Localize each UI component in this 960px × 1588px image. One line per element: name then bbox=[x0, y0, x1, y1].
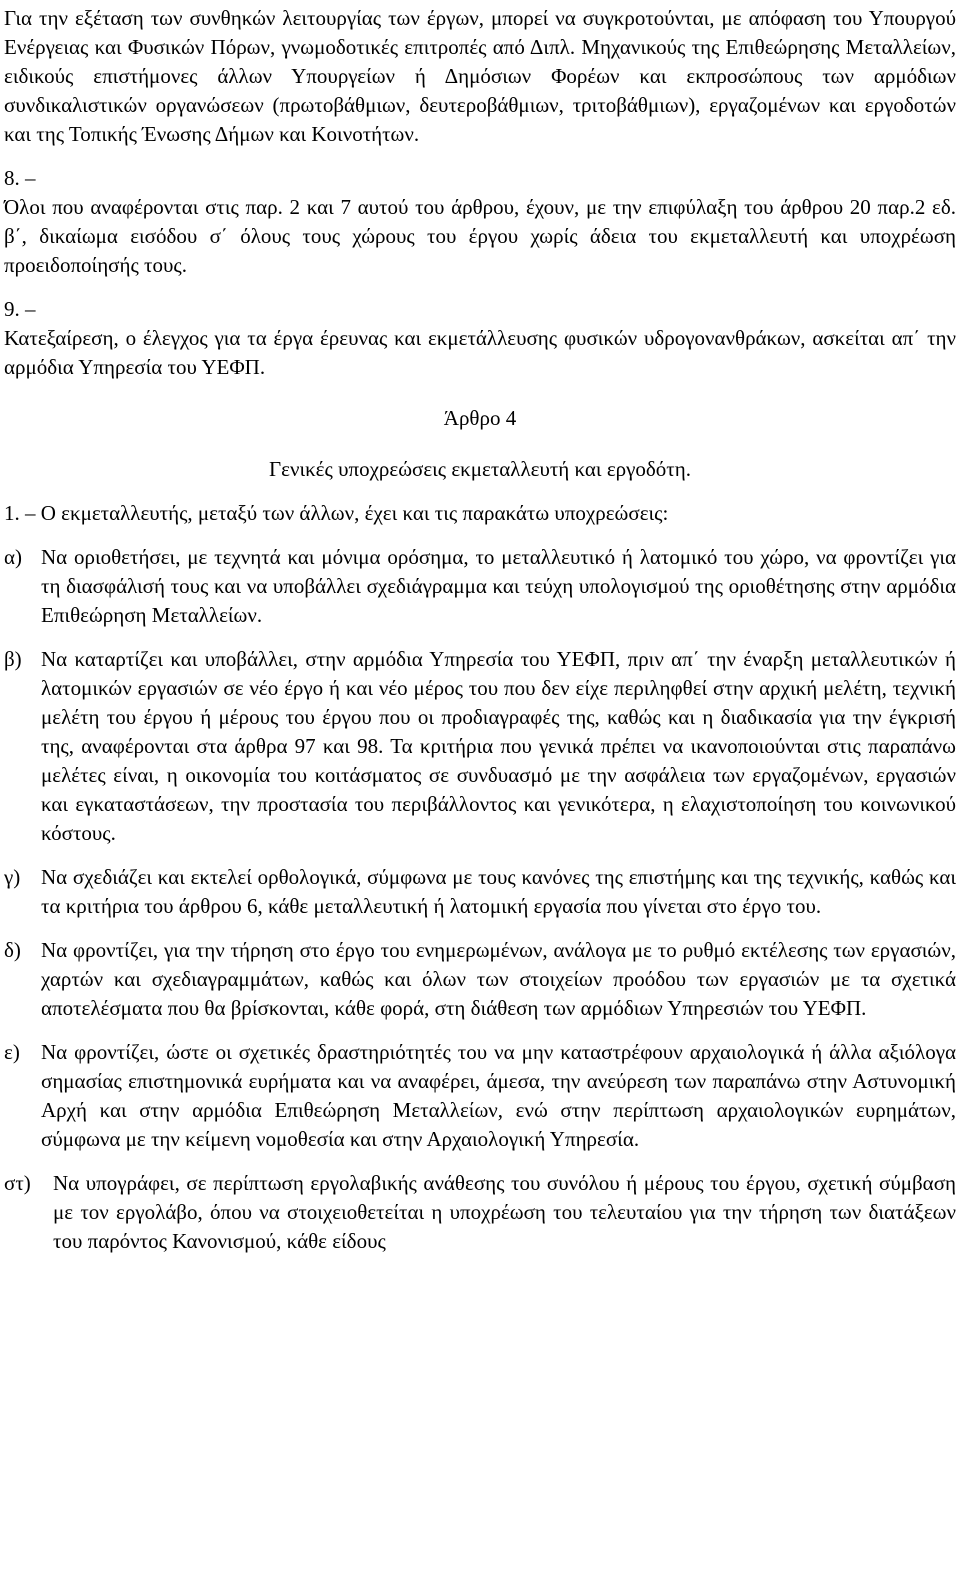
item-delta bbox=[4, 936, 956, 1023]
item-marker: γ) bbox=[4, 865, 21, 889]
item-beta bbox=[4, 645, 956, 848]
item-epsilon bbox=[4, 1038, 956, 1154]
article-subtitle: Γενικές υποχρεώσεις εκμεταλλευτή και εργοδότη. bbox=[269, 457, 691, 481]
item-marker: β) bbox=[4, 647, 22, 671]
paragraph-1: 1. – Ο εκμεταλλευτής, μεταξύ των άλλων, έχει και τις παρακάτω υποχρεώσεις: bbox=[4, 501, 669, 525]
item-marker: στ) bbox=[4, 1171, 31, 1195]
item-gamma bbox=[4, 863, 956, 921]
paragraph-9-text: Κατεξαίρεση, ο έλεγχος για τα έργα έρευνας και εκμετάλλευσης φυσικών υδρογονανθράκων, ασκείται απ΄ την αρμόδια Υπηρεσία του ΥΕΦΠ. bbox=[4, 326, 956, 379]
item-alpha bbox=[4, 543, 956, 630]
item-text: Να φροντίζει, ώστε οι σχετικές δραστηριότητές του να μην καταστρέφουν αρχαιολογικά ή άλλα αξιόλογα σημασίας επιστημονικά ευρήματα και να αναφέρει, άμεσα, την ανεύρεση των παραπάνω στην Αστυνομική Αρχή και στην αρμόδια Επιθεώρηση Μεταλλείων, ενώ στην περίπτωση αρχαιολογικών ευρημάτων, σύμφωνα με την κείμενη νομοθεσία και στην Αρχαιολογική Υπηρεσία. bbox=[41, 1040, 956, 1151]
item-text: Να φροντίζει, για την τήρηση στο έργο του ενημερωμένων, ανάλογα με το ρυθμό εκτέλεσης των εργασιών, χαρτών και σχεδιαγραμμάτων, καθώς και όλων των στοιχείων προόδου των εργασιών με τα σχετικά αποτελέσματα που θα βρίσκονται, κάθε φορά, στη διάθεση των αρμόδιων Υπηρεσιών του ΥΕΦΠ. bbox=[41, 938, 956, 1020]
intro-paragraph: Για την εξέταση των συνθηκών λειτουργίας των έργων, μπορεί να συγκροτούνται, με απόφαση του Υπουργού Ενέργειας και Φυσικών Πόρων, γνωμοδοτικές επιτροπές από Διπλ. Μηχανικούς της Επιθεώρησης Μεταλλείων, ειδικούς επιστήμονες άλλων Υπουργείων ή Δημόσιων Φορέων και εκπροσώπους των αρμόδιων συνδικαλιστικών οργανώσεων (πρωτοβάθμιων, δευτεροβάθμιων, τριτοβάθμιων), εργαζομένων και εργοδοτών και της Τοπικής Ένωσης Δήμων και Κοινοτήτων. bbox=[4, 6, 956, 146]
item-text: Να σχεδιάζει και εκτελεί ορθολογικά, σύμφωνα με τους κανόνες της επιστήμης και της τεχνικής, καθώς και τα κριτήρια του άρθρου 6, κάθε μεταλλευτική ή λατομική εργασία που γίνεται στο έργο του. bbox=[41, 865, 956, 918]
item-text: Να υπογράφει, σε περίπτωση εργολαβικής ανάθεσης του συνόλου ή μέρους του έργου, σχετική σύμβαση με τον εργολάβο, όπου να στοιχειοθετείται η υποχρέωση του τελευταίου για την τήρηση των διατάξεων του παρόντος Κανονισμού, κάθε είδους bbox=[53, 1171, 956, 1253]
item-marker: δ) bbox=[4, 938, 21, 962]
document-page bbox=[4, 4, 956, 1256]
paragraph-9-number: 9. – bbox=[4, 297, 36, 321]
item-stigma bbox=[4, 1169, 956, 1256]
article-title: Άρθρο 4 bbox=[443, 406, 517, 430]
paragraph-8-text: Όλοι που αναφέρονται στις παρ. 2 και 7 αυτού του άρθρου, έχουν, με την επιφύλαξη του άρθρου 20 παρ.2 εδ. β΄, δικαίωμα εισόδου σ΄ όλους τους χώρους του έργου χωρίς άδεια του εκμεταλλευτή και υποχρέωση προειδοποίησής τους. bbox=[4, 195, 956, 277]
item-marker: ε) bbox=[4, 1040, 20, 1064]
item-marker: α) bbox=[4, 545, 22, 569]
item-text: Να οριοθετήσει, με τεχνητά και μόνιμα ορόσημα, το μεταλλευτικό ή λατομικό του χώρο, να φροντίζει για τη διασφάλισή τους και να υποβάλλει σχεδιάγραμμα και τεύχη υπολογισμού της οριοθέτησης στην αρμόδια Επιθεώρηση Μεταλλείων. bbox=[41, 545, 956, 627]
paragraph-8-number: 8. – bbox=[4, 166, 36, 190]
item-text: Να καταρτίζει και υποβάλλει, στην αρμόδια Υπηρεσία του ΥΕΦΠ, πριν απ΄ την έναρξη μεταλλευτικών ή λατομικών εργασιών σε νέο έργο ή και νέο μέρος του που δεν είχε περιληφθεί στην αρχική μελέτη, τεχνική μελέτη του έργου ή μέρους του έργου που οι προδιαγραφές της, καθώς και η διαδικασία για την έγκρισή της, αναφέρονται στα άρθρα 97 και 98. Τα κριτήρια που γενικά πρέπει να ικανοποιούνται στις παραπάνω μελέτες είναι, η οικονομία του κοιτάσματος σε συνδυασμό με την ασφάλεια των εργαζομένων, εργασιών και εγκαταστάσεων, την προστασία του περιβάλλοντος και γενικότερα, η ελαχιστοποίηση του κοινωνικού κόστους. bbox=[41, 647, 956, 845]
